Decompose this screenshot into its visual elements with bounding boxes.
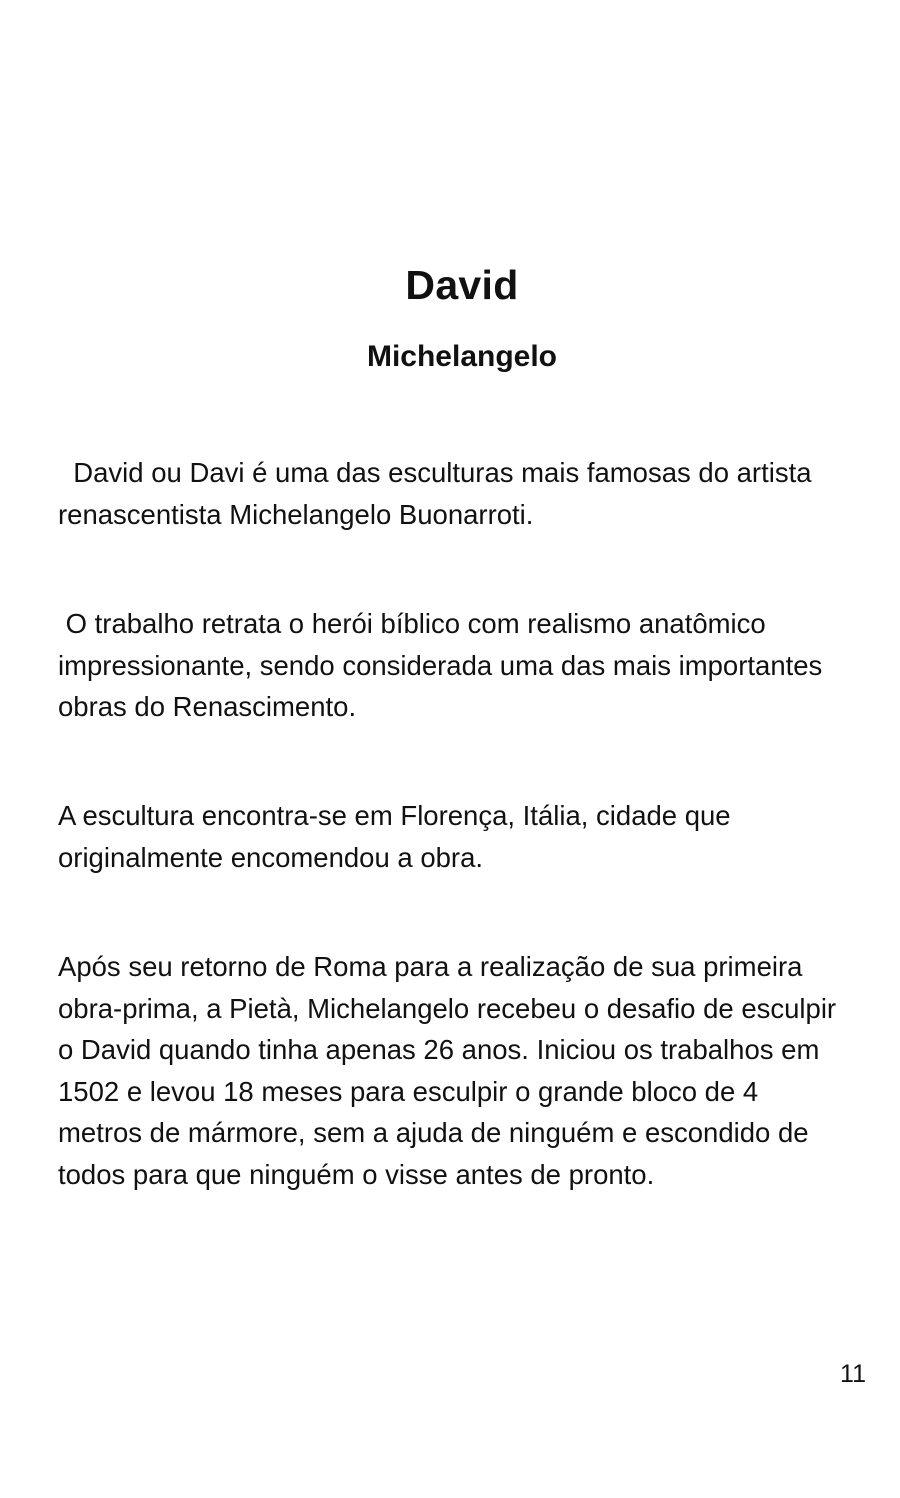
- paragraph-intro: David ou Davi é uma das esculturas mais famosas do artista renascentista Michelangelo Buonarroti.: [58, 457, 812, 530]
- page-subtitle-author: Michelangelo: [366, 340, 558, 373]
- paragraph-history: Após seu retorno de Roma para a realização de sua primeira obra-prima, a Pietà, Michelangelo recebeu o desafio de esculpir o David quando tinha apenas 26 anos. Iniciou os trabalhos em 1502 e levou 18 meses para esculpir o grande bloco de 4 metros de mármore, sem a ajuda de ninguém e escondido de todos para que ninguém o visse antes de pronto.: [58, 951, 837, 1190]
- page-number: 11: [840, 1360, 866, 1388]
- page-title: David: [405, 262, 519, 308]
- paragraph-location: A escultura encontra-se em Florença, Itália, cidade que originalmente encomendou a obra.: [58, 800, 731, 873]
- paragraph-description: O trabalho retrata o herói bíblico com realismo anatômico impressionante, sendo considerada uma das mais importantes obras do Renascimento.: [58, 608, 823, 722]
